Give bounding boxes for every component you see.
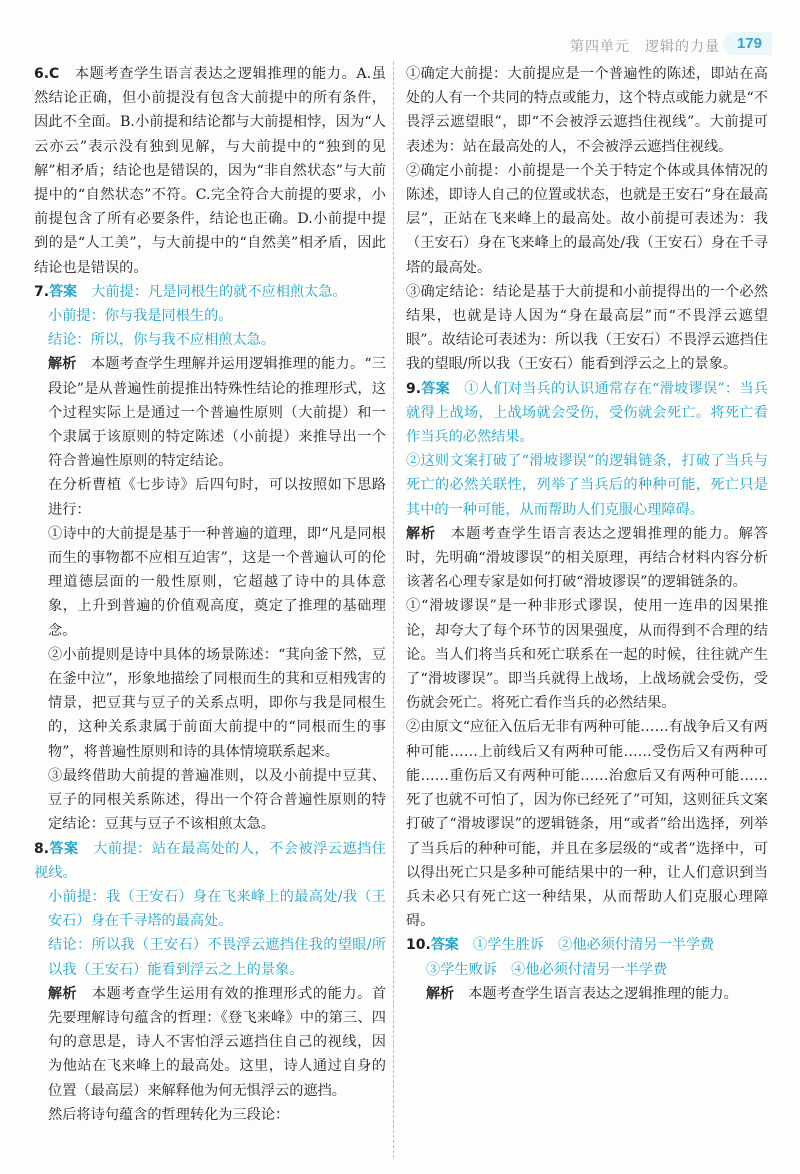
analysis-paragraph: ①确定大前提：大前提应是一个普遍性的陈述，即站在高处的人有一个共同的特点或能力，这个特点或能力就是“不畏浮云遮望眼”，即“不会被浮云遮挡住视线”。大前提可表述为：站在最高处的人，不会被浮云遮挡住视线。 [406,66,768,155]
answer-text: 大前提：凡是同根生的就不应相煎太急。 [77,283,347,300]
question-6-analysis: 本题考查学生语言表达之逻辑推理的能力。A.虽然结论正确，但小前提没有包含大前提中的所有条件，因此不全面。B.小前提和结论都与大前提相悖，因为“人云亦云”表示没有独到见解，与大前提中的“独到的见解”相矛盾；结论也是错误的，因为“非自然状态”与大前提中的“自然状态”不符。C.完全符合大前提的要求，小前提包含了所有必要条件，结论也正确。D.小前提中提到的是“人工美”，与大前提中的“自然美”相矛盾，因此结论也是错误的。 [34,66,386,276]
answer-text: 结论：所以，你与我不应相煎太急。 [48,332,276,349]
analysis-paragraph [406,982,768,1006]
column-divider [393,62,394,1158]
answer-tag: 答案 [421,380,450,397]
analysis-text: 本题考查学生语言表达之逻辑推理的能力。解答时，先明确“滑坡谬误”的相关原理，再结合材料内容分析该著名心理专家是如何打破“滑坡谬误”的逻辑链条的。 [406,525,768,591]
left-column [34,62,386,1127]
analysis-text: 本题考查学生理解并运用逻辑推理的能力。“三段论”是从普遍性前提推出特殊性结论的推理形式，这个过程实际上是通过一个普遍性原则（大前提）和一个隶属于该原则的特定陈述（小前提）来推导出一个符合普遍性原则的特定结论。 [48,356,386,470]
analysis-paragraph: ①诗中的大前提是基于一种普遍的道理，即“凡是同根而生的事物都不应相互迫害”，这是一个普遍认可的伦理道德层面的一般性原则，它超越了诗中的具体意象，上升到普遍的价值观高度，奠定了推理的基础理念。 [48,525,386,639]
answer-tag: 答案 [49,840,79,857]
analysis-paragraph: ③最终借助大前提的普遍准则，以及小前提中豆萁、豆子的同根关系陈述，得出一个符合普遍性原则的特定结论：豆萁与豆子不该相煎太急。 [48,767,386,833]
analysis-tag: 解析 [48,985,78,1002]
question-8-answer-line [34,837,386,885]
analysis-paragraph [34,352,386,473]
answer-text: 小前提：我（王安石）身在飞来峰上的最高处/我（王安石）身在千寻塔的最高处。 [48,888,386,930]
unit-title: 第四单元 逻辑的力量 [570,38,720,54]
question-number: 8. [34,840,50,857]
question-number: 10. [406,937,431,954]
answer-text: 小前提：你与我是同根生的。 [48,308,233,325]
question-9-answer-line [406,377,768,450]
analysis-paragraph: ②由原文“应征入伍后无非有两种可能……有战争后又有两种可能……上前线后又有两种可能……受伤后又有两种可能……重伤后又有两种可能……治愈后又有两种可能……死了也就不可怕了，因为你已经死了”可知，这则征兵文案打破了“滑坡谬误”的逻辑链条，用“或者”给出选择，列举了当兵后的种种可能，并且在多层级的“或者”选择中，可以得出死亡只是多种可能结果中的一种，让人们意识到当兵未必只有死亡这一种结果，从而帮助人们克服心理障碍。 [406,719,768,930]
question-10-answer-line [406,933,768,957]
analysis-paragraph: ②确定小前提：小前提是一个关于特定个体或具体情况的陈述，即诗人自己的位置或状态，也就是王安石“身在最高层”，正站在飞来峰上的最高处。故小前提可表述为：我（王安石）身在飞来峰上的最高处/我（王安石）身在千寻塔的最高处。 [406,162,768,276]
question-number: 6.C [34,66,60,82]
question-7-answer-line [34,280,386,304]
analysis-paragraph: ③确定结论：结论是基于大前提和小前提得出的一个必然结果，也就是诗人因为“身在最高层”而“不畏浮云遮望眼”。故结论可表述为：所以我（王安石）不畏浮云遮挡住我的望眼/所以我（王安石）能看到浮云之上的景象。 [406,283,768,373]
question-6 [34,62,386,280]
analysis-text: 本题考查学生语言表达之逻辑推理的能力。 [454,985,738,1002]
answer-text: ③学生败诉 ④他必须付清另一半学费 [426,961,668,978]
question-number: 7. [34,283,50,300]
question-number: 9. [406,380,422,397]
page-header [0,0,800,56]
analysis-paragraph: ①“滑坡谬误”是一种非形式谬误，使用一连串的因果推论，却夸大了每个环节的因果强度，从而得到不合理的结论。当人们将当兵和死亡联系在一起的时候，往往就产生了“滑坡谬误”。即当兵就得上战场，上战场就会受伤，受伤就会死亡。将死亡看作当兵的必然结果。 [406,598,768,712]
answer-text: 大前提：站在最高处的人，不会被浮云遮挡住视线。 [34,840,386,881]
analysis-tag: 解析 [426,985,454,1002]
analysis-tag: 解析 [48,356,77,373]
analysis-tag: 解析 [406,525,436,542]
analysis-paragraph [406,522,768,595]
right-column [406,62,768,1006]
page-number: 179 [723,32,772,55]
answer-text: ①学生胜诉 ②他必须付清另一半学费 [458,937,715,954]
analysis-text: 本题考查学生运用有效的推理形式的能力。首先要理解诗句蕴含的哲理：《登飞来峰》中的第三、四句的意思是，诗人不害怕浮云遮挡住自己的视线，因为他站在飞来峰上的最高处。这里，诗人通过自身的位置（最高层）来解释他为何无惧浮云的遮挡。 [48,985,387,1099]
answer-text: 结论：所以我（王安石）不畏浮云遮挡住我的望眼/所以我（王安石）能看到浮云之上的景象。 [48,937,386,978]
analysis-paragraph [34,982,386,1103]
analysis-paragraph: 在分析曹植《七步诗》后四句时，可以按照如下思路进行： [48,477,386,518]
answer-text: ②这则文案打破了“滑坡谬误”的逻辑链条，打破了当兵与死亡的必然关联性，列举了当兵后的种种可能，死亡只是其中的一种可能，从而帮助人们克服心理障碍。 [406,453,768,518]
analysis-paragraph: 然后将诗句蕴含的哲理转化为三段论： [48,1106,290,1123]
analysis-paragraph: ②小前提则是诗中具体的场景陈述：“萁向釜下然，豆在釜中泣”，形象地描绘了同根而生的萁和豆相残害的情景，把豆萁与豆子的关系点明，即你与我是同根生的，这种关系隶属于前面大前提中的“同根而生的事物”，将普遍性原则和诗的具体情境联系起来。 [48,646,386,760]
answer-tag: 答案 [49,283,78,300]
answer-text: ①人们对当兵的认识通常存在“滑坡谬误”：当兵就得上战场，上战场就会受伤，受伤就会死亡。将死亡看作当兵的必然结果。 [406,380,768,446]
answer-tag: 答案 [430,937,459,954]
